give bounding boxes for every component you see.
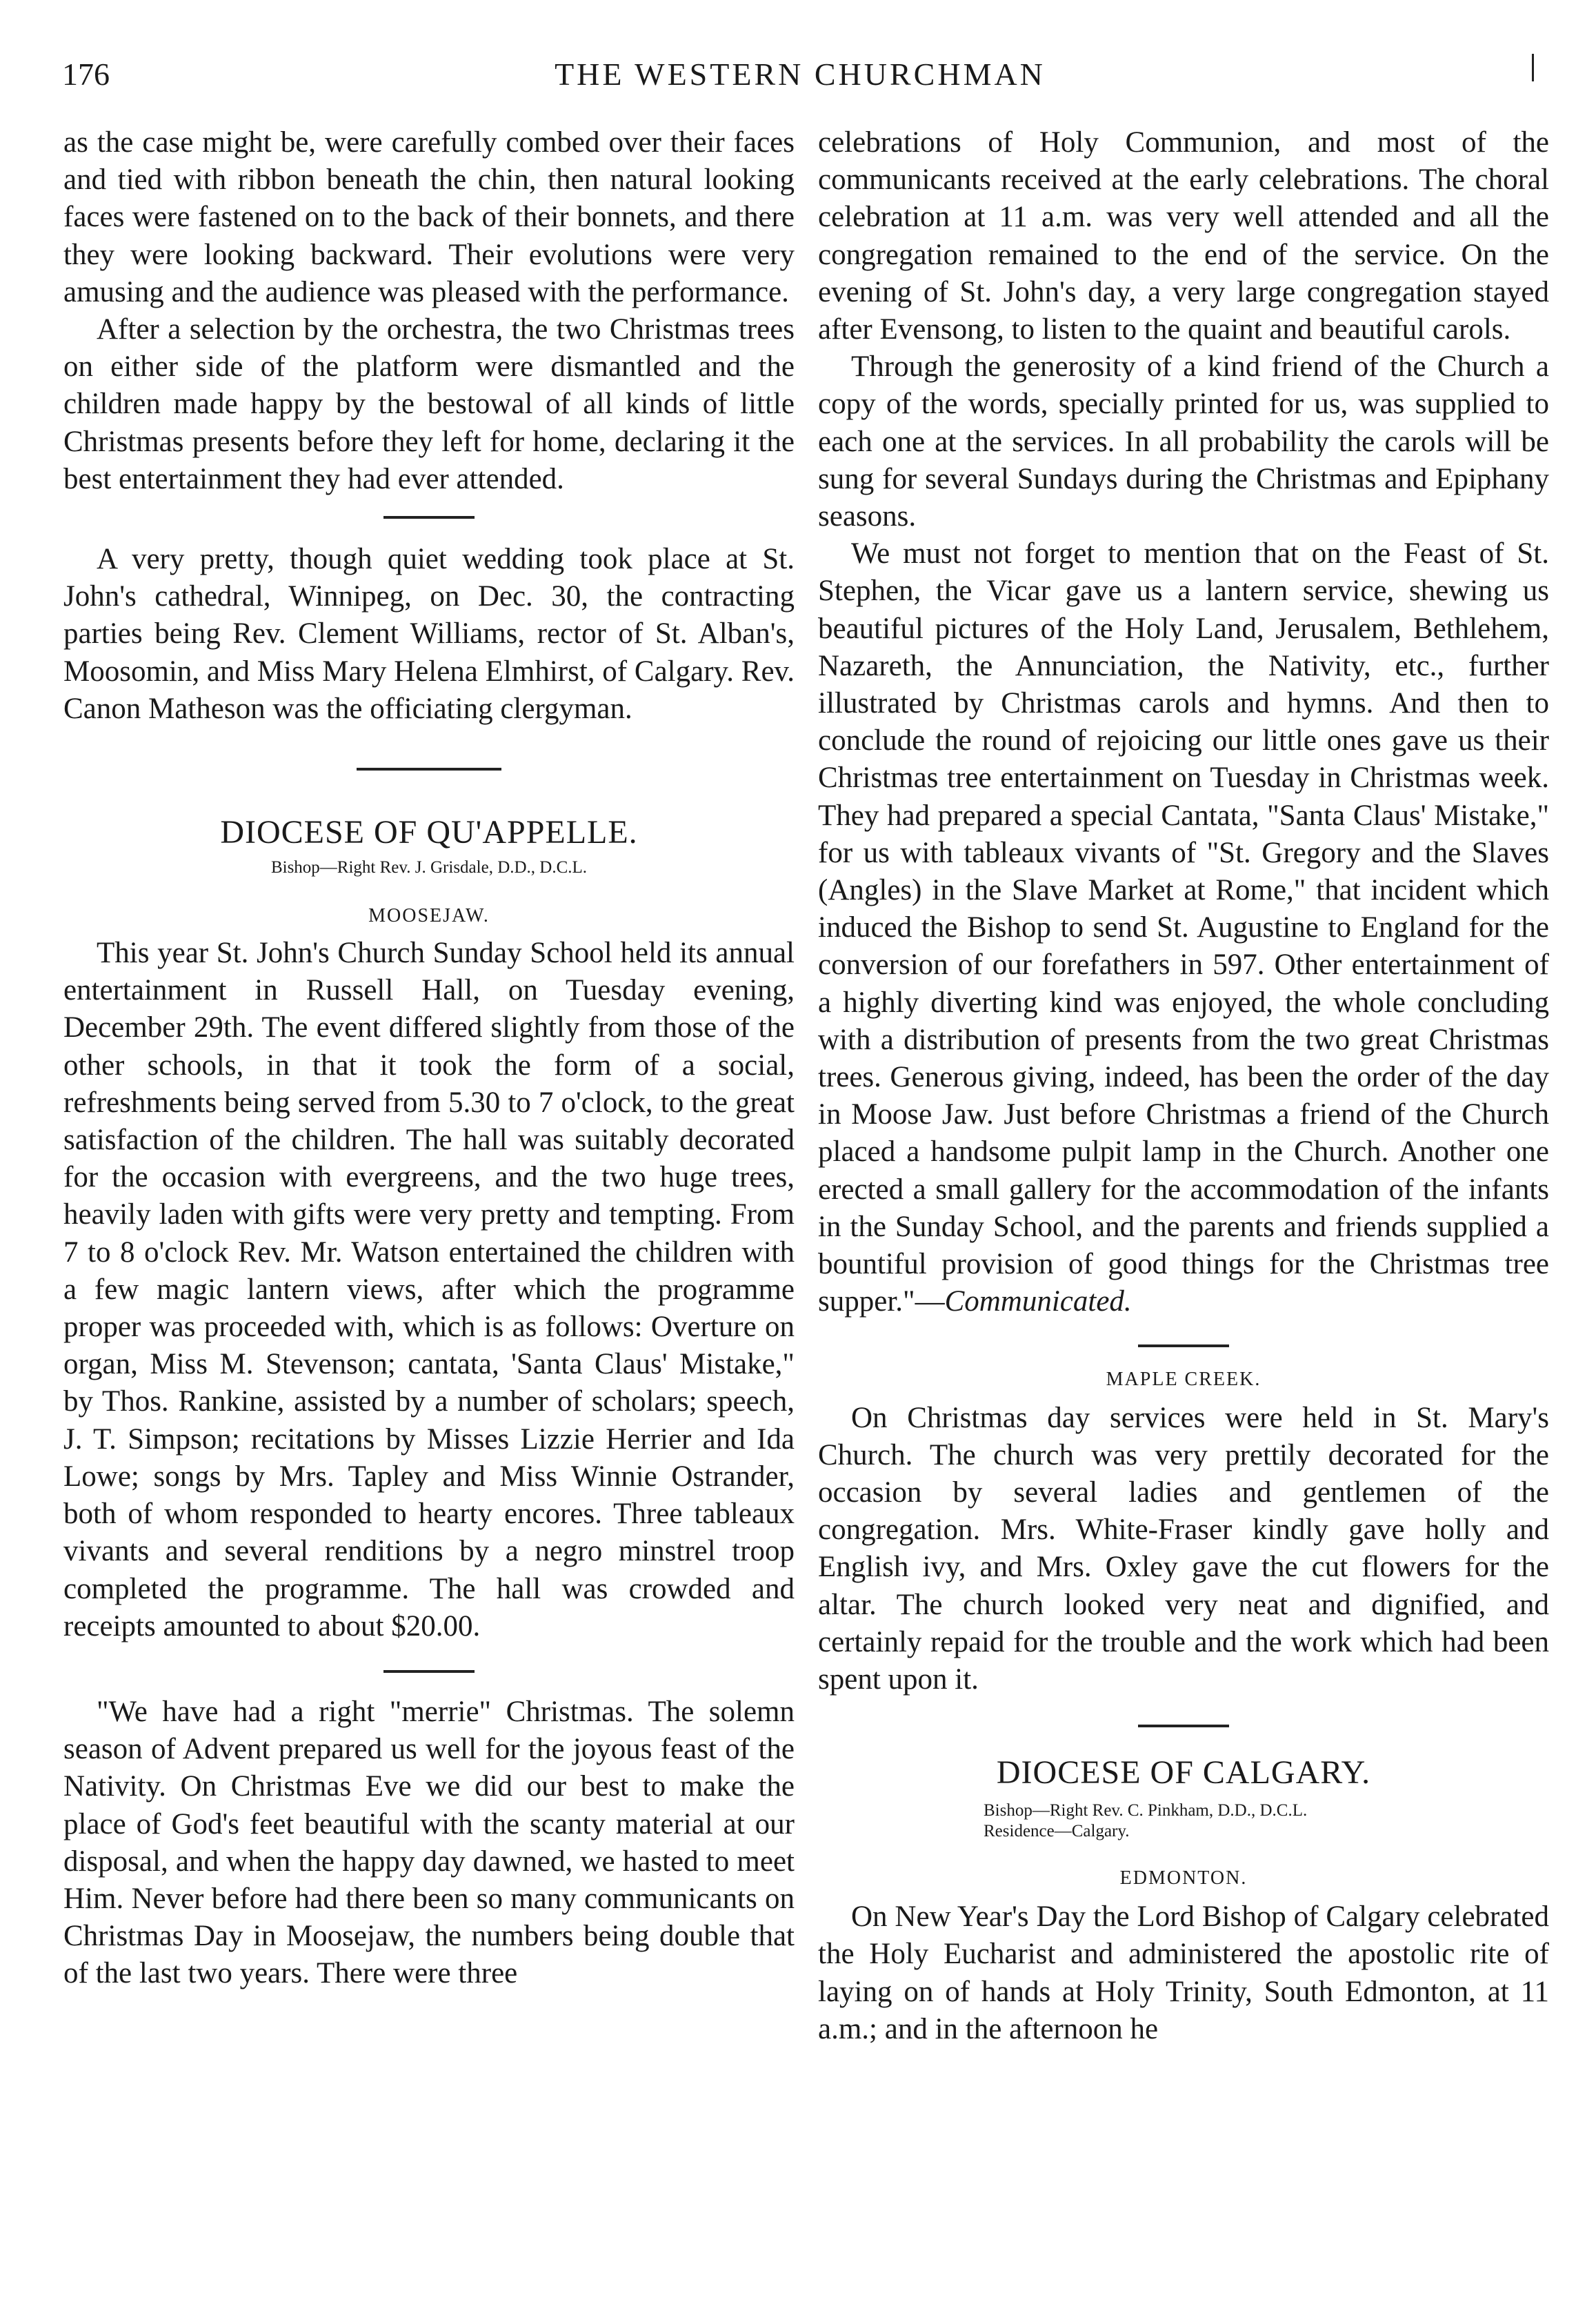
diocese-title: DIOCESE OF QU'APPELLE. (220, 814, 638, 851)
section-rule (1138, 1344, 1229, 1347)
page-number: 176 (62, 57, 110, 92)
article-paragraph: as the case might be, were carefully combed over their faces and tied with ribbon beneath the chin, then natural looking faces were fastened on to the back of their bonnets, and there they were looking backward. Their evolutions were very amusing and the audience was pleased with the performance. (63, 126, 795, 308)
place-heading: EDMONTON. (1119, 1867, 1248, 1889)
place-heading: MOOSEJAW. (368, 905, 490, 927)
section-rule (383, 516, 475, 519)
running-header (62, 54, 1538, 109)
article-paragraph: After a selection by the orchestra, the two Christmas trees on either side of the platform were dismantled and the children made happy by the bestowal of all kinds of little Christmas presents before they left for home, declaring it the best entertainment they had ever attended. (63, 313, 795, 495)
diocese-title: DIOCESE OF CALGARY. (996, 1754, 1371, 1791)
right-column (818, 124, 1549, 2048)
article-paragraph: On Christmas day services were held in St. Mary's Church. The church was very prettily decorated for the occasion by several ladies and gentlemen of the congregation. Mrs. White-Fraser kindly gave holly and English ivy, and Mrs. Oxley gave the cut flowers for the altar. The church looked very neat and dignified, and certainly repaid for the trouble and the work which had been spent upon it. (818, 1401, 1549, 1696)
section-rule (1138, 1725, 1229, 1727)
place-heading: MAPLE CREEK. (1106, 1368, 1261, 1390)
section-rule (383, 1670, 475, 1673)
paragraph-text: We must not forget to mention that on the Feast of St. Stephen, the Vicar gave us a lantern service, shewing us beautiful pictures of the Holy Land, Jerusalem, Bethlehem, Nazareth, the Annunciation, the Nativity, etc., further illustrated by Christmas carols and hymns. And then to conclude the round of rejoicing our little ones gave us their Christmas tree entertainment on Tuesday in Christmas week. They had prepared a special Cantata, "Santa Claus' Mistake," for us with tableaux vivants of "St. Gregory and the Slaves (Angles) in the Slave Market at Rome," that incident which induced the Bishop to send St. Augustine to England for the conversion of our forefathers in 597. Other entertainment of a highly diverting kind was enjoyed, the whole concluding with a distribution of presents from the two great Christmas trees. Generous giving, indeed, has been the order of the day in Moose Jaw. Just before Christmas a friend of the Church placed a handsome pulpit lamp in the Church. Another one erected a small gallery for the accommodation of the infants in the Sunday School, and the parents and friends supplied a bountiful provision of good things for the Christmas tree supper."— (818, 537, 1549, 1318)
residence-line: Residence—Calgary. (984, 1822, 1130, 1841)
bishop-line: Bishop—Right Rev. J. Grisdale, D.D., D.C.L. (270, 858, 588, 877)
journal-title: THE WESTERN CHURCHMAN (555, 57, 1046, 92)
article-paragraph: This year St. John's Church Sunday School held its annual entertainment in Russell Hall, on Tuesday evening, December 29th. The event differed slightly from those of the other schools, in that it took the form of a social, refreshments being served from 5.30 to 7 o'clock, to the great satisfaction of the children. The hall was suitably decorated for the occasion with evergreens, and the two huge trees, heavily laden with gifts were very pretty and tempting. From 7 to 8 o'clock Rev. Mr. Watson entertained the children with a few magic lantern views, after which the programme proper was proceeded with, which is as follows: Overture on organ, Miss M. Stevenson; cantata, 'Santa Claus' Mistake," by Thos. Rankine, assisted by a number of scholars; speech, J. T. Simpson; recitations by Misses Lizzie Herrier and Ida Lowe; songs by Mrs. Tapley and Miss Winnie Ostrander, both of whom responded to hearty encores. Three tableaux vivants and several renditions by a negro minstrel troop completed the programme. The hall was crowded and receipts amounted to about $20.00. (63, 937, 795, 1642)
section-rule (357, 768, 501, 771)
article-paragraph: On New Year's Day the Lord Bishop of Calgary celebrated the Holy Eucharist and administered the apostolic rite of laying on of hands at Holy Trinity, South Edmonton, at 11 a.m.; and in the afternoon he (818, 1900, 1549, 2045)
article-paragraph: celebrations of Holy Communion, and most of the communicants received at the early celebrations. The choral celebration at 11 a.m. was very well attended and all the congregation remained to the end of the service. On the evening of St. John's day, a very large congregation stayed after Evensong, to listen to the quaint and beautiful carols. (818, 126, 1549, 346)
edge-mark (1532, 54, 1534, 81)
article-paragraph: "We have had a right "merrie" Christmas. The solemn season of Advent prepared us well for the joyous feast of the Nativity. On Christmas Eve we did our best to make the place of God's feet beautiful with the scanty material at our disposal, and when the happy day dawned, we hasted to meet Him. Never before had there been so many communicants on Christmas Day in Moosejaw, the numbers being double that of the last two years. There were three (63, 1695, 795, 1990)
credit-line: Communicated. (944, 1285, 1132, 1318)
left-column (63, 124, 795, 1993)
bishop-line: Bishop—Right Rev. C. Pinkham, D.D., D.C.L. (984, 1801, 1308, 1820)
article-paragraph: Through the generosity of a kind friend of the Church a copy of the words, specially printed for us, was supplied to each one at the services. In all probability the carols will be sung for several Sundays during the Christmas and Epiphany seasons. (818, 350, 1549, 533)
article-paragraph (818, 535, 1549, 1320)
article-paragraph: A very pretty, though quiet wedding took place at St. John's cathedral, Winnipeg, on Dec. 30, the contracting parties being Rev. Clement Williams, rector of St. Alban's, Moosomin, and Miss Mary Helena Elmhirst, of Calgary. Rev. Canon Matheson was the officiating clergyman. (63, 543, 795, 725)
